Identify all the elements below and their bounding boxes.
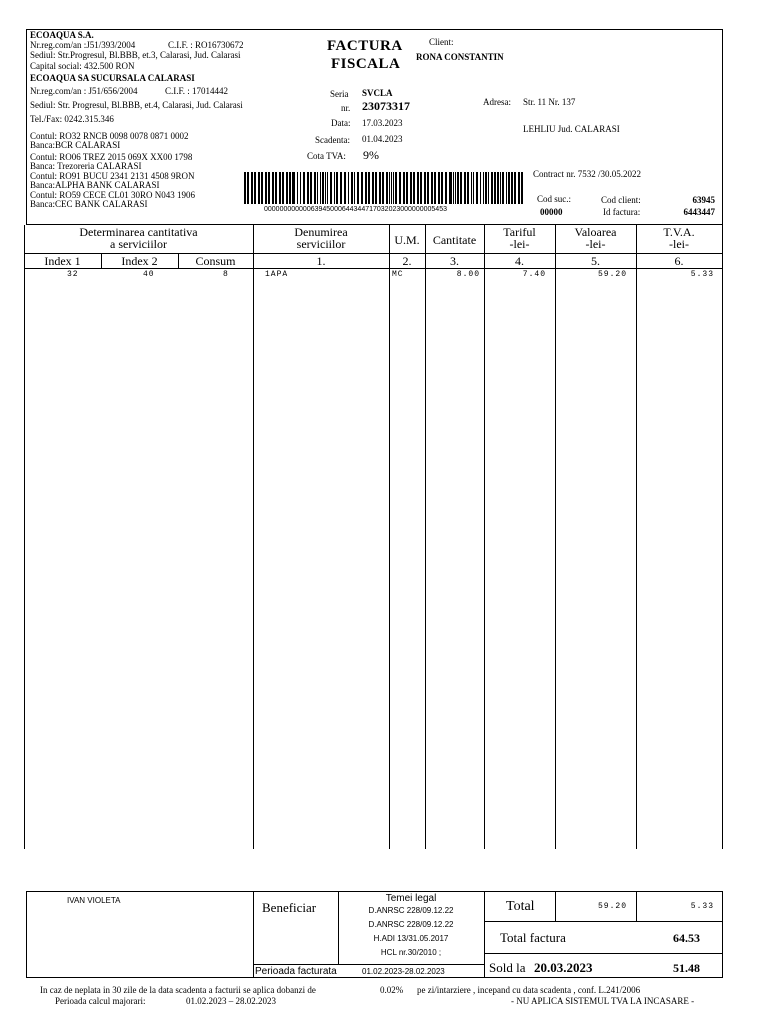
cell-cantitate: 8.00 xyxy=(456,270,480,279)
bank-name-line: Banca:BCR CALARASI xyxy=(30,140,121,150)
total-invoice-label: Total factura xyxy=(500,930,566,945)
cell-tarif: 7.40 xyxy=(522,270,546,279)
billing-period-value: 01.02.2023-28.02.2023 xyxy=(362,967,445,976)
barcode-bar xyxy=(357,172,359,204)
footer-divider xyxy=(484,892,485,977)
barcode-bar xyxy=(279,172,281,204)
balance-date: 20.03.2023 xyxy=(534,960,593,975)
barcode-bar xyxy=(518,172,520,204)
barcode-bar xyxy=(325,172,326,204)
barcode-bar xyxy=(372,172,374,204)
subheader-col4: 4. xyxy=(515,254,524,268)
signatory-name: IVAN VIOLETA xyxy=(67,896,121,905)
date-label: Data: xyxy=(331,118,351,128)
barcode-bar xyxy=(457,172,459,204)
barcode-bar xyxy=(292,172,295,204)
header-text: Denumirea xyxy=(294,225,348,239)
header-valoare xyxy=(555,226,636,250)
supplier-name: ECOAQUA S.A. xyxy=(30,30,94,40)
barcode-bar xyxy=(511,172,513,204)
legal-basis-line: HCL nr.30/2010 ; xyxy=(380,948,442,957)
supplier-phone: Tel./Fax: 0242.315.346 xyxy=(30,114,114,124)
total-tva: 5.33 xyxy=(690,902,714,911)
barcode-bar xyxy=(471,172,472,204)
col-divider xyxy=(484,225,485,849)
subheader-bottom-line xyxy=(24,268,722,269)
cell-index2: 40 xyxy=(143,270,155,279)
supplier-capital: Capital social: 432.500 RON xyxy=(30,61,135,71)
barcode-bar xyxy=(491,172,493,204)
footer-line xyxy=(484,953,723,954)
legal-basis-line: D.ANRSC 228/09.12.22 xyxy=(368,906,454,915)
branch-seat: Sediul: Str. Progresul, Bl.BBB, et.4, Calarasi, Jud. Calarasi xyxy=(30,100,243,110)
penalty-note: In caz de neplata in 30 zile de la data scadenta a facturii se aplica dobanzi de xyxy=(40,985,316,995)
subheader-index2: Index 2 xyxy=(121,254,158,268)
header-text: Valoarea xyxy=(574,225,617,239)
address-label: Adresa: xyxy=(483,97,511,107)
barcode-bar xyxy=(275,172,277,204)
barcode-bar xyxy=(453,172,454,204)
barcode-bar xyxy=(307,172,309,204)
vat-rate-label: Cota TVA: xyxy=(307,151,346,161)
legal-basis-title: Temei legal xyxy=(385,893,437,904)
barcode-bar xyxy=(251,172,253,204)
barcode-bar xyxy=(382,172,384,204)
table-row xyxy=(0,270,768,282)
barcode-bar xyxy=(413,172,415,204)
bank-name-line: Banca:ALPHA BANK CALARASI xyxy=(30,180,160,190)
header-tva xyxy=(636,226,722,250)
barcode-bar xyxy=(506,172,507,204)
barcode-bar xyxy=(508,172,510,204)
cell-consum: 8 xyxy=(223,270,229,279)
barcode-bar xyxy=(460,172,462,204)
branch-cif: C.I.F. : 17014442 xyxy=(165,86,229,96)
invoice-number: 23073317 xyxy=(362,99,410,113)
header-determinare xyxy=(24,226,253,250)
bank-name-line: Banca:CEC BANK CALARASI xyxy=(30,199,148,209)
barcode-bar xyxy=(268,172,270,204)
penalty-period-label: Perioada calcul majorari: xyxy=(55,996,146,1006)
barcode-bar xyxy=(348,172,349,204)
barcode-bar xyxy=(485,172,487,204)
barcode-bar xyxy=(289,172,291,204)
legal-basis xyxy=(338,894,484,960)
barcode-bar xyxy=(438,172,440,204)
barcode-bar xyxy=(320,172,321,204)
penalty-period-value: 01.02.2023 – 28.02.2023 xyxy=(186,996,276,1006)
barcode-bar xyxy=(286,172,288,204)
total-valoare: 59.20 xyxy=(597,902,627,911)
barcode-bar xyxy=(265,172,267,204)
barcode-bar xyxy=(391,172,392,204)
barcode-bar xyxy=(441,172,443,204)
bank-account-line: Contul: RO06 TREZ 2015 069X XX00 1798 xyxy=(30,152,193,162)
barcode-bar xyxy=(244,172,246,204)
barcode-bar xyxy=(521,172,523,204)
barcode-bar xyxy=(395,172,397,204)
barcode-bar xyxy=(340,172,342,204)
balance-value: 51.48 xyxy=(673,961,700,975)
barcode-bar xyxy=(300,172,301,204)
barcode-bar xyxy=(368,172,370,204)
barcode-bar xyxy=(427,172,429,204)
barcode-bar xyxy=(247,172,249,204)
id-factura-value: 6443447 xyxy=(683,207,715,217)
barcode-bar xyxy=(410,172,412,204)
header-text: T.V.A. xyxy=(663,225,695,239)
series-value: SVCLA xyxy=(362,88,393,98)
id-factura-label: Id factura: xyxy=(603,207,641,217)
vat-rate-value: 9% xyxy=(363,148,379,162)
table-left-border xyxy=(24,225,25,849)
header-text: -lei- xyxy=(669,237,689,251)
footer-line xyxy=(484,921,723,922)
header-text: -lei- xyxy=(509,237,530,251)
barcode-bar xyxy=(354,172,355,204)
nr-label: nr. xyxy=(341,103,351,113)
beneficiar-label: Beneficiar xyxy=(262,900,317,915)
invoice-title-line2: FISCALA xyxy=(331,56,401,72)
header-denumire xyxy=(253,226,389,250)
barcode-bar xyxy=(502,172,504,204)
barcode-bar xyxy=(431,172,433,204)
header-text: a serviciilor xyxy=(110,237,167,251)
barcode-bar xyxy=(514,172,516,204)
due-value: 01.04.2023 xyxy=(362,134,403,144)
barcode-bar xyxy=(445,172,447,204)
barcode-bar xyxy=(449,172,452,204)
cod-suc-label: Cod suc.: xyxy=(537,194,572,204)
date-value: 17.03.2023 xyxy=(362,118,403,128)
supplier-seat: Sediul: Str.Progresul, Bl.BBB, et.3, Calarasi, Jud. Calarasi xyxy=(30,50,241,60)
barcode-bar xyxy=(476,172,478,204)
cod-suc-value: 00000 xyxy=(540,207,563,217)
barcode-bar xyxy=(455,172,456,204)
branch-reg: Nr.reg.com/an : J51/656/2004 xyxy=(30,86,138,96)
cell-um: MC xyxy=(392,270,404,279)
barcode-bar xyxy=(310,172,312,204)
bank-accounts xyxy=(30,131,195,209)
barcode-bar xyxy=(314,172,316,204)
barcode-bar xyxy=(258,172,260,204)
barcode-bar xyxy=(424,172,426,204)
footer-divider xyxy=(636,892,637,921)
barcode-bar xyxy=(399,172,401,204)
penalty-note-rest: pe zi/intarziere , incepand cu data scadenta , conf. L.241/2006 xyxy=(417,985,641,995)
total-invoice-value: 64.53 xyxy=(673,931,700,945)
subheader-col2: 2. xyxy=(402,254,412,268)
cell-valoare: 59.20 xyxy=(597,270,627,279)
barcode xyxy=(244,172,526,204)
cod-client-label: Cod client: xyxy=(601,195,641,205)
barcode-bar xyxy=(317,172,318,204)
cod-client-value: 63945 xyxy=(692,195,715,205)
barcode-bar xyxy=(327,172,328,204)
cell-index1: 32 xyxy=(67,270,79,279)
barcode-bar xyxy=(389,172,390,204)
bank-account-line: Contul: RO32 RNCB 0098 0078 0871 0002 xyxy=(30,131,189,141)
barcode-bar xyxy=(351,172,353,204)
barcode-bar xyxy=(480,172,481,204)
barcode-bar xyxy=(282,172,284,204)
barcode-bar xyxy=(494,172,496,204)
contract-number: Contract nr. 7532 /30.05.2022 xyxy=(533,169,641,179)
barcode-bar xyxy=(417,172,419,204)
header-text: Determinarea cantitativa xyxy=(79,225,198,239)
vat-system-note: - NU APLICA SISTEMUL TVA LA INCASARE - xyxy=(511,996,695,1006)
barcode-bar xyxy=(473,172,474,204)
barcode-bar xyxy=(464,172,466,204)
invoice-title-line1: FACTURA xyxy=(327,38,403,54)
barcode-bar xyxy=(483,172,484,204)
barcode-bar xyxy=(334,172,335,204)
header-tarif xyxy=(484,226,555,250)
footer-line xyxy=(253,964,484,965)
header-text: -lei- xyxy=(585,237,606,251)
barcode-bar xyxy=(500,172,501,204)
balance-label: Sold la xyxy=(489,960,526,975)
subheader-col1: 1. xyxy=(316,254,326,268)
supplier-reg: Nr.reg.com/an :J51/393/2004 xyxy=(30,40,136,50)
total-label: Total xyxy=(506,899,535,914)
table-right-border xyxy=(722,225,723,849)
subheader-col6: 6. xyxy=(674,254,684,268)
header-text: Tariful xyxy=(503,225,536,239)
barcode-bar xyxy=(379,172,381,204)
col-divider xyxy=(253,225,254,849)
due-label: Scadenta: xyxy=(315,135,350,145)
client-address: Str. 11 Nr. 137 xyxy=(523,97,576,107)
barcode-bar xyxy=(393,172,394,204)
barcode-bar xyxy=(322,172,324,204)
barcode-bar xyxy=(434,172,436,204)
barcode-bar xyxy=(497,172,499,204)
col-divider xyxy=(555,225,556,849)
barcode-bar xyxy=(254,172,256,204)
barcode-bar xyxy=(330,172,332,204)
barcode-bar xyxy=(375,172,377,204)
supplier-cif: C.I.F. : RO16730672 xyxy=(168,40,244,50)
barcode-digits: 00000000000063945000644344717032023000000005453 xyxy=(264,206,447,213)
footer-divider xyxy=(555,892,556,921)
subheader-col3: 3. xyxy=(450,254,459,268)
billing-period-label: Perioada facturata xyxy=(255,966,337,977)
col-divider xyxy=(636,225,637,849)
branch-name: ECOAQUA SA SUCURSALA CALARASI xyxy=(30,73,195,83)
subheader-col5: 5. xyxy=(591,254,600,268)
series-label: Seria xyxy=(330,89,349,99)
header-cantitate: Cantitate xyxy=(432,233,477,247)
barcode-bar xyxy=(261,172,263,204)
bank-name-line: Banca: Trezoreria CALARASI xyxy=(30,161,142,171)
barcode-bar xyxy=(488,172,489,204)
barcode-bar xyxy=(297,172,298,204)
barcode-bar xyxy=(386,172,388,204)
legal-basis-line: D.ANRSC 228/09.12.22 xyxy=(368,920,454,929)
barcode-bar xyxy=(336,172,338,204)
barcode-bar xyxy=(272,172,274,204)
legal-basis-line: H.ADI 13/31.05.2017 xyxy=(373,934,449,943)
col-divider xyxy=(389,225,390,849)
cell-tva: 5.33 xyxy=(690,270,714,279)
bank-account-line: Contul: RO91 BUCU 2341 2131 4508 9RON xyxy=(30,171,195,181)
barcode-bar xyxy=(467,172,469,204)
col-divider xyxy=(425,225,426,849)
barcode-bar xyxy=(406,172,408,204)
header-um: U.M. xyxy=(394,233,420,247)
cell-denumire: 1APA xyxy=(265,270,289,279)
subheader-index1: Index 1 xyxy=(44,254,81,268)
bank-account-line: Contul: RO59 CECE CL01 30RO N043 1906 xyxy=(30,190,196,200)
barcode-bar xyxy=(303,172,305,204)
barcode-bar xyxy=(420,172,422,204)
client-label: Client: xyxy=(429,37,454,47)
client-locality: LEHLIU Jud. CALARASI xyxy=(523,124,620,134)
barcode-bar xyxy=(361,172,363,204)
subheader-consum: Consum xyxy=(195,254,236,268)
barcode-bar xyxy=(365,172,367,204)
barcode-bar xyxy=(403,172,405,204)
penalty-rate: 0.02% xyxy=(380,985,404,995)
client-name: RONA CONSTANTIN xyxy=(416,52,504,62)
barcode-bar xyxy=(344,172,346,204)
header-text: serviciilor xyxy=(296,237,346,251)
